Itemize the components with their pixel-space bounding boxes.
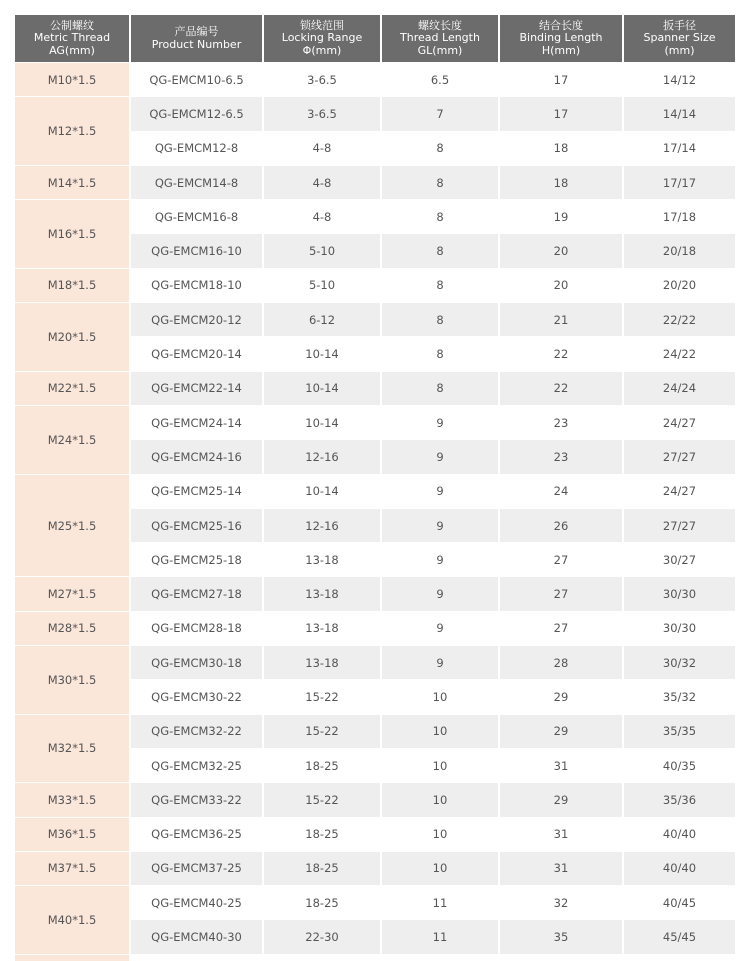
metric-thread-cell: M18*1.5 [15,268,129,302]
product-number-cell: QG-EMCM40-30 [129,919,262,953]
binding-length-cell: 27 [498,576,622,610]
header-unit: H(mm) [541,43,581,57]
thread-length-cell: 10 [380,679,498,713]
binding-length-cell: 21 [498,302,622,336]
spanner-size-cell: 22/22 [622,302,735,336]
product-number-cell: QG-EMCM40-25 [129,885,262,919]
product-number-cell: QG-EMCM32-22 [129,714,262,748]
spanner-size-cell: 24/22 [622,336,735,370]
product-number-cell: QG-EMCM36-25 [129,817,262,851]
header-en: Spanner Size [643,31,716,45]
header-row [15,15,735,62]
header-unit: AG(mm) [49,43,95,57]
header-en: Locking Range [281,31,363,45]
spanner-size-cell: 35/32 [622,679,735,713]
product-number-cell: QG-EMCM33-22 [129,782,262,816]
binding-length-cell: 29 [498,679,622,713]
binding-length-cell: 17 [498,62,622,96]
header-thread-length [380,15,498,62]
spanner-size-cell: 35/36 [622,782,735,816]
thread-length-cell: 9 [380,405,498,439]
metric-thread-cell: M28*1.5 [15,611,129,645]
product-number-cell: QG-EMCM28-18 [129,611,262,645]
binding-length-cell: 28 [498,645,622,679]
table-row [15,714,735,748]
header-product-number [129,15,262,62]
metric-thread-cell: M37*1.5 [15,851,129,885]
spanner-size-cell: 24/27 [622,405,735,439]
thread-length-cell: 8 [380,233,498,267]
binding-length-cell: 27 [498,611,622,645]
product-number-cell: QG-EMCM32-25 [129,748,262,782]
thread-length-cell: 8 [380,199,498,233]
header-metric-thread [15,15,129,62]
locking-range-cell: 18-25 [262,817,380,851]
header-locking-range [262,15,380,62]
locking-range-cell: 4-8 [262,165,380,199]
metric-thread-cell: M27*1.5 [15,576,129,610]
metric-thread-cell: M20*1.5 [15,302,129,371]
product-number-cell: QG-EMCM12-8 [129,131,262,165]
metric-thread-cell: M40*1.5 [15,885,129,954]
binding-length-cell: 31 [498,817,622,851]
table-row [15,371,735,405]
table-row [15,645,735,679]
locking-range-cell: 18-25 [262,748,380,782]
spanner-size-cell: 40/40 [622,817,735,851]
table-row [15,611,735,645]
product-number-cell: QG-EMCM30-22 [129,679,262,713]
table-row [15,268,735,302]
header-en: Product Number [151,37,242,51]
locking-range-cell: 5-10 [262,233,380,267]
locking-range-cell: 22-30 [262,919,380,953]
locking-range-cell: 3-6.5 [262,62,380,96]
locking-range-cell: 6-12 [262,302,380,336]
metric-thread-cell: M16*1.5 [15,199,129,268]
spanner-size-cell: 30/30 [622,611,735,645]
binding-length-cell: 20 [498,268,622,302]
table-row [15,96,735,130]
thread-length-cell: 9 [380,576,498,610]
header-en: Binding Length [519,31,603,45]
product-number-cell: QG-EMCM27-18 [129,576,262,610]
spanner-size-cell: 17/18 [622,199,735,233]
spanner-size-cell: 24/27 [622,474,735,508]
metric-thread-cell: M36*1.5 [15,817,129,851]
binding-length-cell: 24 [498,474,622,508]
binding-length-cell: 35 [498,919,622,953]
thread-length-cell: 8 [380,268,498,302]
thread-length-cell: 10 [380,851,498,885]
binding-length-cell: 17 [498,96,622,130]
binding-length-cell: 23 [498,439,622,473]
table-row [15,199,735,233]
product-number-cell: QG-EMCM25-14 [129,474,262,508]
header-zh: 扳手径 [663,18,696,32]
binding-length-cell: 26 [498,508,622,542]
thread-length-cell: 8 [380,302,498,336]
thread-length-cell: 9 [380,542,498,576]
locking-range-cell: 18-25 [262,851,380,885]
product-number-cell: QG-EMCM25-18 [129,542,262,576]
spanner-size-cell: 24/24 [622,371,735,405]
thread-length-cell: 9 [380,645,498,679]
product-number-cell: QG-EMCM22-14 [129,371,262,405]
header-zh: 产品编号 [174,25,219,38]
product-number-cell: QG-EMCM24-14 [129,405,262,439]
spanner-size-cell: 40/45 [622,885,735,919]
header-en: Thread Length [400,31,480,45]
product-number-cell: QG-EMCM37-25 [129,851,262,885]
header-zh: 结合长度 [539,18,583,32]
table-body [15,62,735,954]
binding-length-cell: 31 [498,748,622,782]
thread-length-cell: 8 [380,165,498,199]
header-spanner-size [622,15,735,62]
metric-thread-cell: M32*1.5 [15,714,129,783]
metric-thread-cell: M22*1.5 [15,371,129,405]
header-zh: 公制螺纹 [50,18,94,32]
thread-length-cell: 7 [380,96,498,130]
spanner-size-cell: 45/45 [622,919,735,953]
locking-range-cell: 10-14 [262,371,380,405]
thread-length-cell: 9 [380,508,498,542]
product-number-cell: QG-EMCM24-16 [129,439,262,473]
locking-range-cell: 15-22 [262,714,380,748]
thread-length-cell: 9 [380,474,498,508]
thread-length-cell: 6.5 [380,62,498,96]
locking-range-cell: 10-14 [262,474,380,508]
spanner-size-cell: 27/27 [622,439,735,473]
spanner-size-cell: 35/35 [622,714,735,748]
locking-range-cell: 10-14 [262,405,380,439]
spanner-size-cell: 30/27 [622,542,735,576]
thread-length-cell: 9 [380,439,498,473]
header-unit: Φ(mm) [302,43,342,57]
thread-length-cell: 11 [380,885,498,919]
spec-table-container [15,15,735,954]
product-number-cell: QG-EMCM10-6.5 [129,62,262,96]
locking-range-cell: 4-8 [262,131,380,165]
binding-length-cell: 22 [498,336,622,370]
table-row [15,885,735,919]
table-row [15,474,735,508]
thread-length-cell: 10 [380,817,498,851]
binding-length-cell: 29 [498,714,622,748]
locking-range-cell: 4-8 [262,199,380,233]
spanner-size-cell: 30/30 [622,576,735,610]
table-row [15,576,735,610]
locking-range-cell: 12-16 [262,439,380,473]
binding-length-cell: 23 [498,405,622,439]
product-number-cell: QG-EMCM12-6.5 [129,96,262,130]
header-zh: 螺纹长度 [418,18,462,32]
spanner-size-cell: 30/32 [622,645,735,679]
header-unit: (mm) [664,43,695,57]
locking-range-cell: 12-16 [262,508,380,542]
spanner-size-cell: 14/14 [622,96,735,130]
metric-thread-cell: M24*1.5 [15,405,129,474]
thread-length-cell: 10 [380,714,498,748]
product-number-cell: QG-EMCM14-8 [129,165,262,199]
table-row [15,405,735,439]
binding-length-cell: 18 [498,131,622,165]
table-row [15,817,735,851]
product-number-cell: QG-EMCM25-16 [129,508,262,542]
metric-thread-cell: M12*1.5 [15,96,129,165]
header-en: Metric Thread [33,31,111,45]
spanner-size-cell: 17/14 [622,131,735,165]
thread-length-cell: 10 [380,748,498,782]
binding-length-cell: 32 [498,885,622,919]
product-number-cell: QG-EMCM16-10 [129,233,262,267]
thread-length-cell: 8 [380,336,498,370]
product-number-cell: QG-EMCM18-10 [129,268,262,302]
locking-range-cell: 3-6.5 [262,96,380,130]
metric-thread-cell: M25*1.5 [15,474,129,577]
thread-column-bottom-strip [15,955,129,961]
metric-thread-cell: M14*1.5 [15,165,129,199]
binding-length-cell: 19 [498,199,622,233]
locking-range-cell: 18-25 [262,885,380,919]
spanner-size-cell: 27/27 [622,508,735,542]
header-unit: GL(mm) [417,43,463,57]
table-row [15,165,735,199]
locking-range-cell: 13-18 [262,542,380,576]
table-row [15,302,735,336]
thread-length-cell: 8 [380,131,498,165]
product-number-cell: QG-EMCM20-12 [129,302,262,336]
spanner-size-cell: 40/40 [622,851,735,885]
binding-length-cell: 27 [498,542,622,576]
binding-length-cell: 31 [498,851,622,885]
spec-table [15,15,735,954]
table-row [15,62,735,96]
product-number-cell: QG-EMCM20-14 [129,336,262,370]
spanner-size-cell: 20/18 [622,233,735,267]
binding-length-cell: 22 [498,371,622,405]
locking-range-cell: 15-22 [262,679,380,713]
spanner-size-cell: 40/35 [622,748,735,782]
metric-thread-cell: M10*1.5 [15,62,129,96]
metric-thread-cell: M33*1.5 [15,782,129,816]
spanner-size-cell: 17/17 [622,165,735,199]
table-row [15,782,735,816]
metric-thread-cell: M30*1.5 [15,645,129,714]
binding-length-cell: 18 [498,165,622,199]
header-binding-length [498,15,622,62]
spanner-size-cell: 14/12 [622,62,735,96]
locking-range-cell: 13-18 [262,645,380,679]
locking-range-cell: 13-18 [262,576,380,610]
thread-length-cell: 9 [380,611,498,645]
binding-length-cell: 29 [498,782,622,816]
locking-range-cell: 13-18 [262,611,380,645]
spanner-size-cell: 20/20 [622,268,735,302]
product-number-cell: QG-EMCM16-8 [129,199,262,233]
header-zh: 锁线范围 [300,18,344,32]
thread-length-cell: 11 [380,919,498,953]
thread-length-cell: 8 [380,371,498,405]
locking-range-cell: 10-14 [262,336,380,370]
thread-length-cell: 10 [380,782,498,816]
product-number-cell: QG-EMCM30-18 [129,645,262,679]
locking-range-cell: 15-22 [262,782,380,816]
binding-length-cell: 20 [498,233,622,267]
table-row [15,851,735,885]
locking-range-cell: 5-10 [262,268,380,302]
